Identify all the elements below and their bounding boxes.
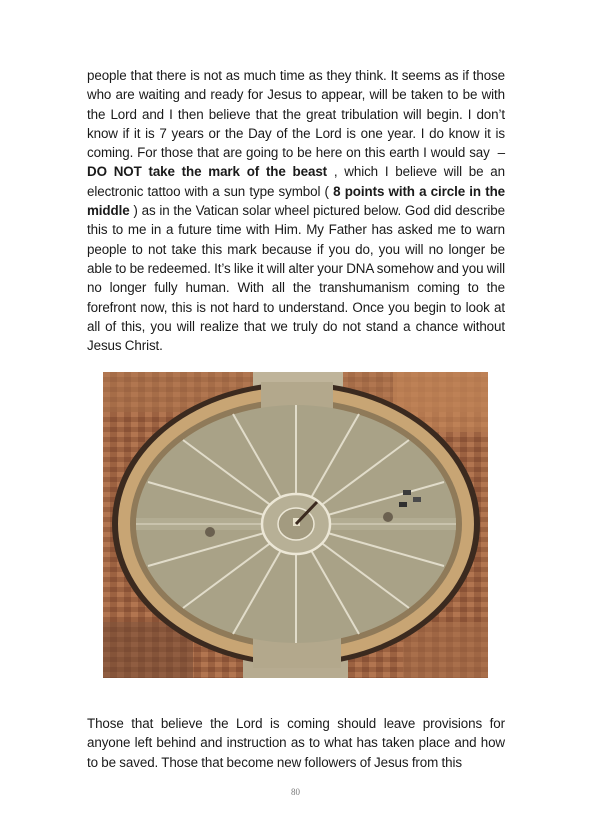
emphasis-eight-points: 8 points with a circle in the middle <box>87 183 506 219</box>
body-paragraph-bottom: Those that believe the Lord is coming should leave provisions for anyone left behind and instruction as to what has taken place and how to be saved. Those that become new followers of Jesus from this <box>87 716 505 770</box>
vatican-square-aerial-photo <box>103 372 488 678</box>
emphasis-mark-of-the-beast: DO NOT take the mark of the beast <box>87 164 328 180</box>
page-number: 80 <box>291 787 300 797</box>
body-paragraph-top: people that there is not as much time as they think. It seems as if those who are waiting and ready for Jesus to appear, will be taken to be with the Lord and I then believe that the great tribulation will begin. I don’t know if it is 7 years or the Day of the Lord is one year. I do know it is coming. For those that are going to be here on this earth I would say – DO NOT take the mark of the beast , which I believe will be an electronic tattoo with a sun type symbol ( 8 points with a circle in the middle ) as in the Vatican solar wheel pictured below. God did describe this to me in a future time with Him. My Father has asked me to warn people to not take this mark because if you do, you will no longer be able to be redeemed. It’s like it will alter your DNA somehow and you will no longer fully human. With all the transhumanism coming to the forefront now, this is not hard to understand. Once you begin to look at all of this, you will realize that we truly do not stand a chance without Jesus Christ. <box>87 68 506 354</box>
